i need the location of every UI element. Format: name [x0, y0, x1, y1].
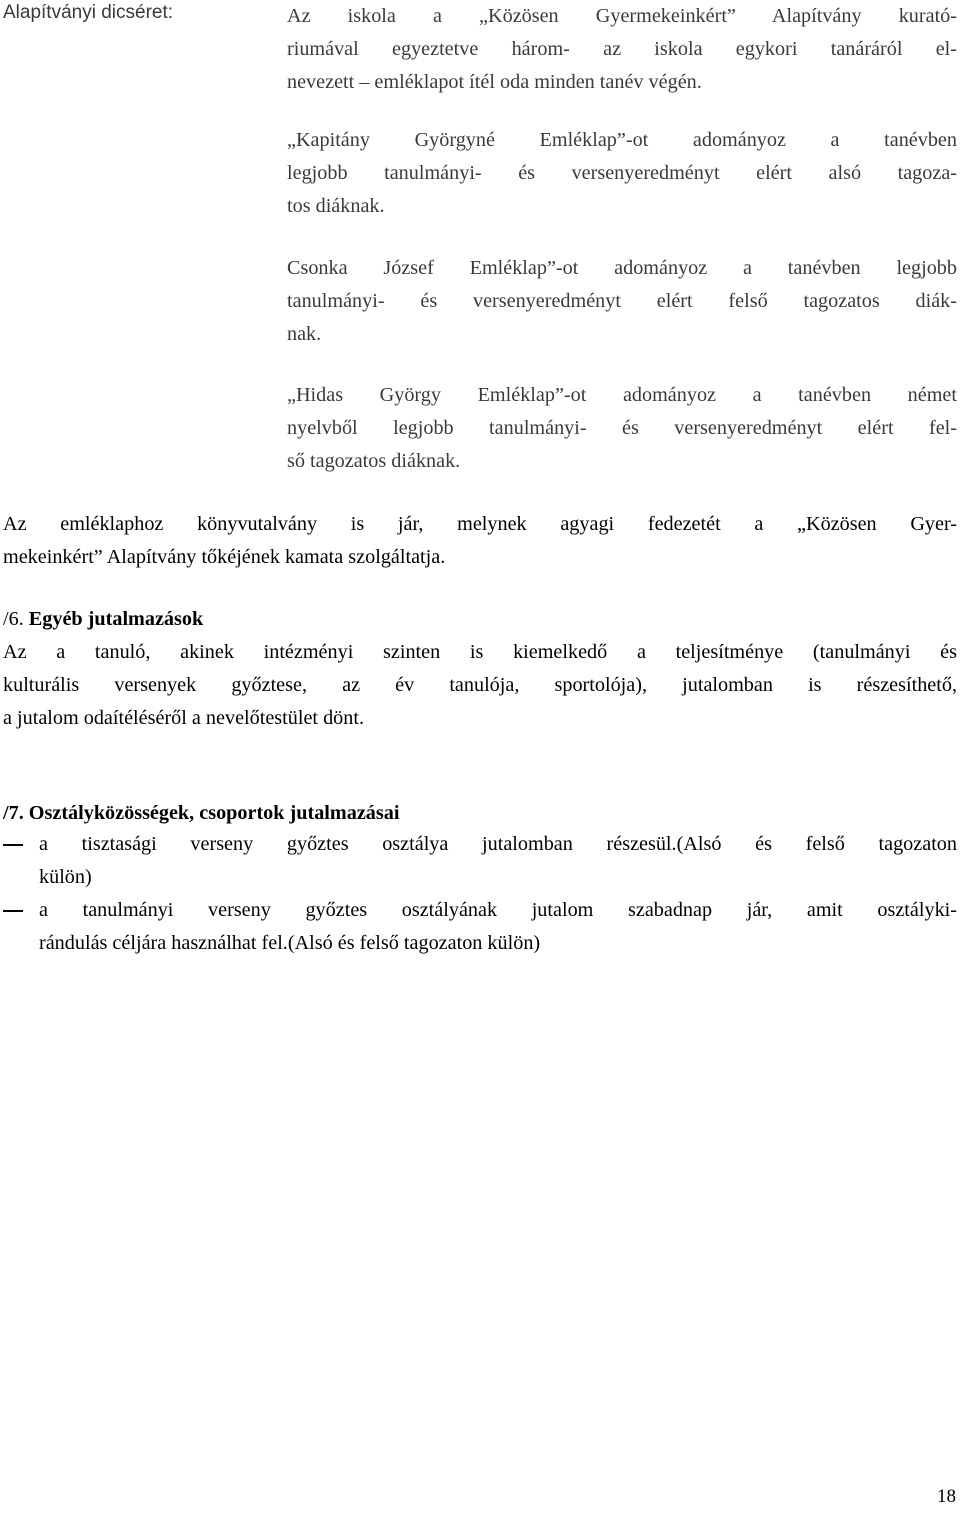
list-item-line: rándulás céljára használhat fel.(Alsó és felső tagozaton külön) [39, 932, 541, 954]
paragraph-line: nyelvből legjobb tanulmányi- és versenyeredményt elért fel- [287, 417, 957, 439]
paragraph-line: ső tagozatos diáknak. [287, 450, 461, 472]
section-7-list [0, 828, 960, 960]
section-title: Osztályközösségek, csoportok jutalmazásai [28, 802, 400, 824]
list-item [0, 828, 957, 894]
page-number: 18 [937, 1486, 956, 1507]
hidas-award-paragraph [287, 379, 957, 478]
dash-bullet-icon [3, 910, 23, 912]
paragraph-line: Az emléklaphoz könyvutalvány is jár, melynek agyagi fedezetét a „Közösen Gyer- [3, 513, 957, 535]
section-heading [3, 797, 957, 830]
section-number: /7. [3, 802, 24, 824]
section-heading [3, 603, 957, 636]
paragraph-line: nak. [287, 323, 322, 345]
paragraph-line: a jutalom odaítéléséről a nevelőtestület dönt. [3, 707, 365, 729]
list-item [0, 894, 957, 960]
paragraph-line: Csonka József Emléklap”-ot adományoz a tanévben legjobb [287, 257, 957, 279]
section-title: Egyéb jutalmazások [28, 608, 204, 630]
paragraph-line: nevezett – emléklapot ítél oda minden tanév végén. [287, 71, 702, 93]
list-item-line: a tanulmányi verseny győztes osztályának jutalom szabadnap jár, amit osztályki- [39, 899, 957, 921]
paragraph-line: riumával egyeztetve három- az iskola egykori tanáráról el- [287, 38, 957, 60]
dash-bullet-icon [3, 844, 23, 846]
paragraph-line: Az a tanuló, akinek intézményi szinten is kiemelkedő a teljesítménye (tanulmányi és [3, 641, 957, 663]
kapitany-award-paragraph [287, 124, 957, 223]
voucher-paragraph [3, 508, 957, 574]
paragraph-line: „Hidas György Emléklap”-ot adományoz a tanévben német [287, 384, 957, 406]
foundation-commendation-section [0, 0, 960, 520]
section-7-heading [3, 797, 957, 830]
paragraph-line: mekeinkért” Alapítvány tőkéjének kamata szolgáltatja. [3, 546, 446, 568]
paragraph-line: Az iskola a „Közösen Gyermekeinkért” Alapítvány kurató- [287, 5, 957, 27]
paragraph-line: tanulmányi- és versenyeredményt elért felső tagozatos diák- [287, 290, 957, 312]
list-item-line: külön) [39, 866, 92, 888]
paragraph-line: „Kapitány Györgyné Emléklap”-ot adományoz a tanévben [287, 129, 957, 151]
section-number: /6. [3, 608, 24, 630]
paragraph-line: legjobb tanulmányi- és versenyeredményt elért alsó tagoza- [287, 162, 957, 184]
csonka-award-paragraph [287, 252, 957, 351]
section-6 [3, 603, 957, 735]
foundation-intro-paragraph [287, 0, 957, 99]
paragraph-line: kulturális versenyek győztese, az év tanulója, sportolója), jutalomban is részesíthető, [3, 674, 957, 696]
section-label: Alapítványi dicséret: [3, 2, 174, 23]
list-item-line: a tisztasági verseny győztes osztálya jutalomban részesül.(Alsó és felső tagozaton [39, 833, 957, 855]
paragraph-line: tos diáknak. [287, 195, 385, 217]
